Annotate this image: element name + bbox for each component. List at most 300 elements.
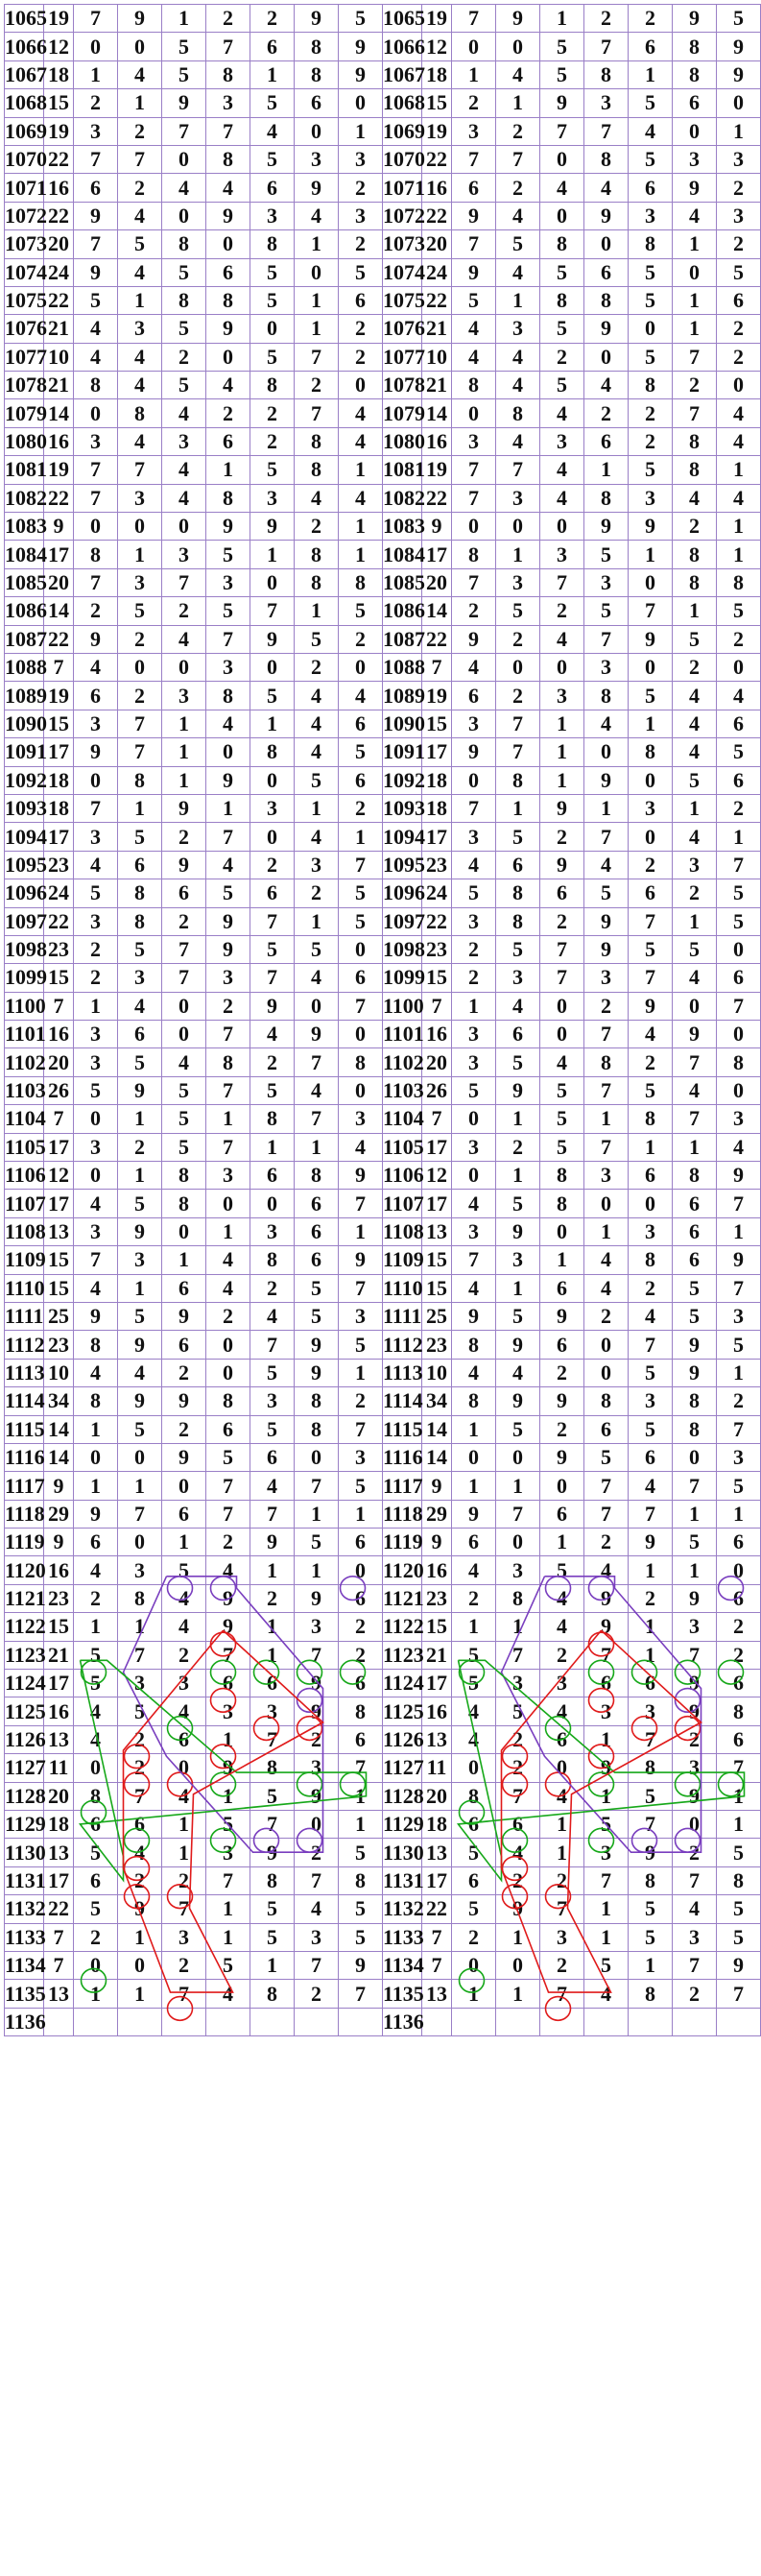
- digit-cell: 9: [452, 258, 496, 286]
- row-id: 1117: [383, 1472, 422, 1500]
- digit-cell: [250, 2008, 295, 2035]
- digit-cell: 5: [206, 1951, 250, 1979]
- row-id: 1132: [383, 1895, 422, 1923]
- digit-cell: 2: [540, 823, 584, 851]
- digit-cell: 9: [206, 907, 250, 935]
- digit-cell: 7: [452, 794, 496, 822]
- digit-cell: 5: [162, 60, 206, 88]
- row-id: 1071: [5, 174, 44, 202]
- digit-cell: 4: [162, 1613, 206, 1641]
- digit-cell: 4: [673, 1895, 717, 1923]
- digit-cell: 1: [74, 60, 118, 88]
- digit-cell: 2: [118, 174, 162, 202]
- digit-cell: 5: [339, 597, 383, 625]
- table-row: [5, 145, 383, 173]
- digit-cell: 0: [629, 1190, 673, 1217]
- digit-cell: 5: [162, 1076, 206, 1104]
- digit-cell: 8: [118, 1584, 162, 1612]
- digit-cell: 1: [717, 1359, 761, 1386]
- digit-cell: [162, 2008, 206, 2035]
- digit-cell: 7: [584, 33, 629, 60]
- row-id: 1066: [5, 33, 44, 60]
- digit-cell: 6: [250, 1443, 295, 1471]
- digit-cell: 9: [452, 625, 496, 653]
- row-id: 1080: [383, 427, 422, 455]
- digit-cell: 9: [295, 1584, 339, 1612]
- digit-cell: 2: [295, 879, 339, 907]
- table-row: [383, 823, 761, 851]
- digit-cell: 1: [584, 456, 629, 484]
- digit-cell: 7: [673, 1105, 717, 1133]
- digit-cell: 4: [162, 484, 206, 512]
- table-row: [5, 1274, 383, 1302]
- digit-cell: 1: [673, 1556, 717, 1584]
- digit-cell: 3: [250, 1387, 295, 1415]
- row-sum: 24: [44, 879, 74, 907]
- digit-cell: 2: [74, 964, 118, 992]
- digit-cell: 5: [162, 315, 206, 343]
- digit-cell: 2: [673, 1725, 717, 1753]
- digit-cell: 4: [496, 1839, 540, 1866]
- digit-cell: 3: [118, 484, 162, 512]
- digit-cell: 0: [540, 1472, 584, 1500]
- digit-cell: 9: [74, 202, 118, 229]
- digit-cell: 1: [584, 1725, 629, 1753]
- digit-cell: 2: [118, 117, 162, 145]
- digit-cell: 9: [339, 1162, 383, 1190]
- digit-cell: 9: [540, 1443, 584, 1471]
- row-id: 1095: [383, 851, 422, 879]
- digit-cell: 7: [118, 1782, 162, 1810]
- table-row: [383, 653, 761, 681]
- row-id: 1130: [383, 1839, 422, 1866]
- digit-cell: 0: [540, 653, 584, 681]
- digit-cell: 7: [206, 1866, 250, 1894]
- digit-cell: 4: [206, 174, 250, 202]
- row-id: 1107: [383, 1190, 422, 1217]
- digit-cell: 5: [118, 1415, 162, 1443]
- digit-cell: 3: [452, 1133, 496, 1161]
- digit-cell: 0: [673, 1443, 717, 1471]
- digit-cell: 5: [717, 1923, 761, 1951]
- row-id: 1124: [5, 1670, 44, 1697]
- digit-cell: 6: [540, 1725, 584, 1753]
- digit-cell: 3: [74, 1217, 118, 1245]
- digit-cell: [295, 2008, 339, 2035]
- digit-cell: 6: [717, 1670, 761, 1697]
- digit-cell: 2: [717, 794, 761, 822]
- row-sum: 23: [422, 1584, 452, 1612]
- digit-cell: 6: [629, 174, 673, 202]
- row-id: 1075: [5, 286, 44, 314]
- digit-cell: 5: [629, 682, 673, 710]
- table-row: [383, 33, 761, 60]
- digit-cell: 3: [584, 89, 629, 117]
- digit-cell: 7: [295, 1472, 339, 1500]
- digit-cell: 1: [496, 1105, 540, 1133]
- digit-cell: 0: [162, 513, 206, 541]
- digit-cell: 1: [118, 1105, 162, 1133]
- table-row: [5, 33, 383, 60]
- digit-cell: 8: [673, 1387, 717, 1415]
- digit-cell: 0: [452, 1754, 496, 1782]
- row-id: 1116: [5, 1443, 44, 1471]
- digit-cell: 5: [717, 597, 761, 625]
- digit-cell: 0: [162, 1754, 206, 1782]
- row-sum: 7: [44, 992, 74, 1020]
- row-sum: 12: [422, 33, 452, 60]
- row-id: 1102: [383, 1048, 422, 1076]
- digit-cell: 3: [584, 1839, 629, 1866]
- digit-cell: 5: [118, 935, 162, 963]
- digit-cell: 1: [295, 907, 339, 935]
- digit-cell: 1: [339, 1217, 383, 1245]
- digit-cell: 4: [74, 315, 118, 343]
- digit-cell: 9: [629, 625, 673, 653]
- row-sum: 11: [44, 1754, 74, 1782]
- digit-cell: 2: [717, 315, 761, 343]
- digit-cell: 0: [162, 1021, 206, 1048]
- digit-cell: 8: [584, 286, 629, 314]
- row-sum: 10: [44, 1359, 74, 1386]
- table-row: [5, 1811, 383, 1839]
- digit-cell: 8: [717, 1697, 761, 1725]
- row-sum: 15: [44, 89, 74, 117]
- digit-cell: [206, 2008, 250, 2035]
- row-id: 1085: [383, 568, 422, 596]
- digit-cell: 3: [673, 1754, 717, 1782]
- digit-cell: 9: [162, 794, 206, 822]
- row-id: 1114: [5, 1387, 44, 1415]
- digit-cell: 3: [206, 1839, 250, 1866]
- digit-cell: 6: [250, 1670, 295, 1697]
- table-row: [5, 992, 383, 1020]
- digit-cell: 0: [74, 1951, 118, 1979]
- digit-cell: 8: [673, 33, 717, 60]
- digit-cell: 1: [118, 1923, 162, 1951]
- digit-cell: 5: [452, 1670, 496, 1697]
- digit-cell: 5: [250, 456, 295, 484]
- digit-cell: 5: [339, 258, 383, 286]
- digit-cell: 0: [162, 202, 206, 229]
- digit-cell: 0: [584, 1331, 629, 1359]
- digit-cell: 4: [295, 1076, 339, 1104]
- digit-cell: 1: [629, 1613, 673, 1641]
- digit-cell: 5: [629, 456, 673, 484]
- table-row: [383, 513, 761, 541]
- table-row: [383, 202, 761, 229]
- row-sum: 17: [44, 1670, 74, 1697]
- digit-cell: 0: [584, 1190, 629, 1217]
- digit-cell: 2: [206, 5, 250, 33]
- digit-cell: 3: [118, 1556, 162, 1584]
- digit-cell: 0: [74, 1443, 118, 1471]
- digit-cell: 2: [540, 1866, 584, 1894]
- digit-cell: 1: [118, 89, 162, 117]
- digit-cell: 0: [118, 1443, 162, 1471]
- table-row: [383, 343, 761, 371]
- row-id: 1070: [5, 145, 44, 173]
- digit-cell: 9: [584, 935, 629, 963]
- digit-cell: 8: [717, 1048, 761, 1076]
- row-id: 1134: [5, 1951, 44, 1979]
- digit-cell: 2: [673, 1980, 717, 2008]
- row-id: 1136: [5, 2008, 44, 2035]
- table-row: [5, 1500, 383, 1528]
- digit-cell: 9: [673, 1584, 717, 1612]
- digit-cell: 7: [206, 1076, 250, 1104]
- digit-cell: 4: [584, 710, 629, 737]
- row-id: 1100: [383, 992, 422, 1020]
- digit-cell: 2: [452, 964, 496, 992]
- digit-cell: 1: [496, 794, 540, 822]
- table-row: [383, 1951, 761, 1979]
- digit-cell: 7: [673, 1866, 717, 1894]
- row-sum: 19: [44, 456, 74, 484]
- row-id: 1121: [383, 1584, 422, 1612]
- row-id: 1078: [5, 372, 44, 399]
- digit-cell: 7: [74, 568, 118, 596]
- digit-cell: 2: [339, 343, 383, 371]
- digit-cell: 1: [584, 1782, 629, 1810]
- digit-cell: 6: [118, 1021, 162, 1048]
- digit-cell: 8: [339, 568, 383, 596]
- digit-cell: 6: [717, 286, 761, 314]
- row-id: 1089: [5, 682, 44, 710]
- table-row: [383, 1048, 761, 1076]
- digit-cell: 2: [339, 1641, 383, 1669]
- row-sum: 21: [422, 372, 452, 399]
- digit-cell: 0: [540, 145, 584, 173]
- digit-cell: 1: [162, 738, 206, 766]
- row-sum: 16: [422, 174, 452, 202]
- digit-cell: 7: [584, 1076, 629, 1104]
- row-sum: 13: [44, 1980, 74, 2008]
- digit-cell: 2: [629, 1048, 673, 1076]
- digit-cell: 6: [295, 1217, 339, 1245]
- digit-cell: 5: [295, 1302, 339, 1330]
- row-sum: 12: [44, 33, 74, 60]
- digit-cell: 6: [584, 1415, 629, 1443]
- digit-cell: 5: [629, 1076, 673, 1104]
- digit-cell: 2: [673, 1839, 717, 1866]
- digit-cell: 0: [496, 1443, 540, 1471]
- row-sum: 21: [44, 315, 74, 343]
- digit-cell: 1: [629, 1641, 673, 1669]
- digit-cell: 4: [452, 343, 496, 371]
- row-id: 1098: [383, 935, 422, 963]
- row-id: 1119: [383, 1529, 422, 1556]
- digit-cell: 5: [118, 1190, 162, 1217]
- row-id: 1101: [5, 1021, 44, 1048]
- table-row: [5, 513, 383, 541]
- digit-cell: 7: [452, 456, 496, 484]
- row-id: 1113: [5, 1359, 44, 1386]
- digit-cell: 2: [496, 174, 540, 202]
- digit-cell: 5: [206, 597, 250, 625]
- digit-cell: 5: [629, 258, 673, 286]
- digit-cell: 4: [162, 456, 206, 484]
- digit-cell: 2: [717, 230, 761, 258]
- digit-cell: 7: [206, 1641, 250, 1669]
- row-sum: 13: [44, 1217, 74, 1245]
- table-row: [383, 1415, 761, 1443]
- digit-cell: 6: [206, 427, 250, 455]
- digit-cell: 3: [162, 682, 206, 710]
- digit-cell: 1: [496, 1613, 540, 1641]
- digit-cell: 5: [584, 1811, 629, 1839]
- digit-cell: 6: [496, 1021, 540, 1048]
- digit-cell: 1: [673, 286, 717, 314]
- digit-cell: 6: [717, 1725, 761, 1753]
- digit-cell: 4: [295, 964, 339, 992]
- digit-cell: 2: [496, 1133, 540, 1161]
- row-id: 1076: [383, 315, 422, 343]
- row-sum: 16: [422, 427, 452, 455]
- digit-cell: 1: [584, 794, 629, 822]
- digit-cell: 2: [496, 1866, 540, 1894]
- row-sum: 22: [44, 286, 74, 314]
- digit-cell: 9: [250, 992, 295, 1020]
- digit-cell: 1: [540, 1811, 584, 1839]
- digit-cell: 4: [452, 1359, 496, 1386]
- table-row: [5, 117, 383, 145]
- digit-cell: 9: [496, 1387, 540, 1415]
- table-row: [383, 1923, 761, 1951]
- digit-cell: 3: [629, 794, 673, 822]
- row-sum: 15: [422, 710, 452, 737]
- digit-cell: 5: [673, 1529, 717, 1556]
- digit-cell: 8: [339, 1866, 383, 1894]
- row-id: 1120: [383, 1556, 422, 1584]
- digit-cell: 2: [74, 1584, 118, 1612]
- row-sum: 12: [422, 1162, 452, 1190]
- digit-cell: 3: [584, 964, 629, 992]
- digit-cell: 9: [717, 1246, 761, 1274]
- digit-cell: 8: [162, 286, 206, 314]
- digit-cell: 7: [74, 230, 118, 258]
- digit-cell: 8: [206, 484, 250, 512]
- row-sum: 20: [44, 568, 74, 596]
- digit-cell: 7: [118, 738, 162, 766]
- digit-cell: 4: [584, 174, 629, 202]
- digit-cell: 2: [584, 1529, 629, 1556]
- digit-cell: 5: [339, 1331, 383, 1359]
- digit-cell: 5: [629, 286, 673, 314]
- table-row: [383, 738, 761, 766]
- row-id: 1102: [5, 1048, 44, 1076]
- digit-cell: 9: [673, 1670, 717, 1697]
- digit-cell: 1: [673, 1133, 717, 1161]
- digit-cell: 6: [339, 1529, 383, 1556]
- digit-cell: 7: [540, 1980, 584, 2008]
- row-sum: 14: [44, 1443, 74, 1471]
- digit-cell: 4: [584, 372, 629, 399]
- table-row: [383, 710, 761, 737]
- digit-cell: 8: [295, 541, 339, 568]
- row-sum: 21: [44, 1641, 74, 1669]
- row-sum: 7: [44, 653, 74, 681]
- table-row: [5, 484, 383, 512]
- digit-cell: 7: [584, 823, 629, 851]
- digit-cell: 8: [496, 879, 540, 907]
- digit-cell: 2: [162, 907, 206, 935]
- digit-cell: 8: [206, 1387, 250, 1415]
- digit-cell: 3: [74, 1021, 118, 1048]
- row-sum: 10: [44, 343, 74, 371]
- digit-cell: 6: [629, 879, 673, 907]
- digit-cell: 6: [339, 1670, 383, 1697]
- digit-cell: 7: [452, 230, 496, 258]
- digit-cell: 4: [118, 258, 162, 286]
- digit-cell: 9: [540, 1387, 584, 1415]
- digit-cell: 6: [717, 710, 761, 737]
- table-row: [383, 1331, 761, 1359]
- row-id: 1131: [383, 1866, 422, 1894]
- table-row: [383, 1670, 761, 1697]
- row-sum: 17: [422, 541, 452, 568]
- digit-cell: 1: [673, 1500, 717, 1528]
- digit-cell: 9: [717, 60, 761, 88]
- row-sum: 9: [44, 1472, 74, 1500]
- digit-cell: 0: [717, 653, 761, 681]
- digit-cell: 3: [295, 851, 339, 879]
- table-row: [5, 823, 383, 851]
- digit-cell: 5: [629, 1415, 673, 1443]
- row-sum: 19: [44, 682, 74, 710]
- table-row: [383, 1217, 761, 1245]
- digit-cell: 1: [295, 1556, 339, 1584]
- digit-cell: 6: [162, 1725, 206, 1753]
- row-sum: 23: [44, 1331, 74, 1359]
- row-id: 1075: [383, 286, 422, 314]
- table-row: [5, 710, 383, 737]
- table-row: [5, 682, 383, 710]
- digit-cell: 7: [496, 145, 540, 173]
- digit-cell: 7: [673, 1951, 717, 1979]
- digit-cell: 7: [629, 1725, 673, 1753]
- digit-cell: 1: [295, 1500, 339, 1528]
- digit-cell: 1: [250, 60, 295, 88]
- digit-cell: 1: [118, 1472, 162, 1500]
- digit-cell: 0: [717, 1076, 761, 1104]
- digit-cell: 1: [496, 1472, 540, 1500]
- digit-cell: 1: [118, 1162, 162, 1190]
- row-id: 1069: [5, 117, 44, 145]
- row-id: 1108: [5, 1217, 44, 1245]
- row-sum: 18: [44, 766, 74, 794]
- digit-cell: 4: [452, 1556, 496, 1584]
- digit-cell: 9: [673, 1359, 717, 1386]
- digit-cell: 9: [717, 33, 761, 60]
- digit-cell: 6: [496, 851, 540, 879]
- digit-cell: 4: [74, 851, 118, 879]
- table-row: [5, 286, 383, 314]
- table-row: [383, 625, 761, 653]
- digit-cell: 1: [717, 513, 761, 541]
- grid-column-left: [4, 4, 376, 2036]
- digit-cell: 9: [584, 202, 629, 229]
- row-id: 1092: [383, 766, 422, 794]
- digit-cell: 4: [74, 653, 118, 681]
- digit-cell: 5: [250, 935, 295, 963]
- table-row: [5, 625, 383, 653]
- digit-cell: 5: [629, 1895, 673, 1923]
- digit-cell: 0: [162, 992, 206, 1020]
- digit-cell: 3: [584, 568, 629, 596]
- digit-cell: 7: [629, 1811, 673, 1839]
- digit-cell: 3: [629, 1387, 673, 1415]
